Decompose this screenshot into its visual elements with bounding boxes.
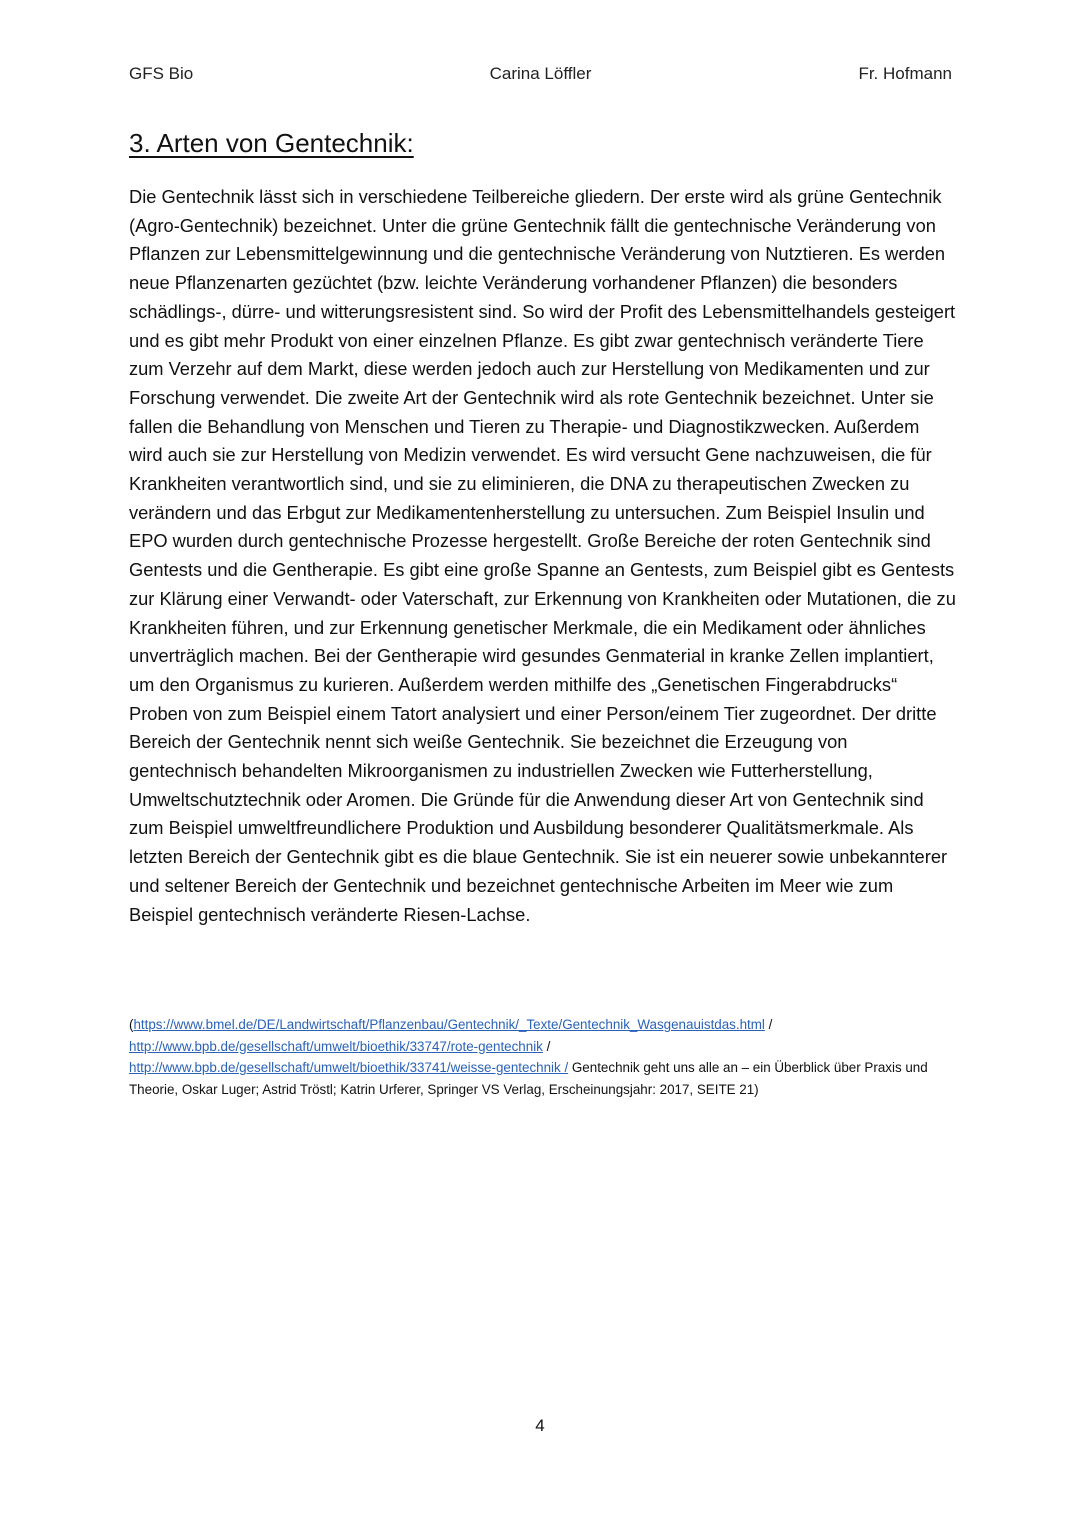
sources-list bbox=[129, 1014, 959, 1100]
header-subject: GFS Bio bbox=[129, 64, 194, 83]
page-number: 4 bbox=[535, 1416, 545, 1435]
source-link-bmel[interactable]: https://www.bmel.de/DE/Landwirtschaft/Pflanzenbau/Gentechnik/_Texte/Gentechnik_Wasgenauistdas.html bbox=[133, 1017, 765, 1032]
source-link-weisse-gentechnik[interactable]: http://www.bpb.de/gesellschaft/umwelt/bioethik/33741/weisse-gentechnik / bbox=[129, 1060, 569, 1075]
sources-open-paren: ( bbox=[129, 1017, 134, 1032]
section-title: 3. Arten von Gentechnik: bbox=[129, 128, 414, 158]
section-body: Die Gentechnik lässt sich in verschiedene Teilbereiche gliedern. Der erste wird als grüne Gentechnik (Agro-Gentechnik) bezeichnet. Unter die grüne Gentechnik fällt die gentechnische Veränderung von Pflanzen zur Lebensmittelgewinnung und die gentechnische Veränderung von Nutztieren. Es werden neue Pflanzenarten gezüchtet (bzw. leichte Veränderung vorhandener Pflanzen) die besonders schädlings-, dürre- und witterungsresistent sind. So wird der Profit des Lebensmittelhandels gesteigert und es gibt mehr Produkt von einer einzelnen Pflanze. Es gibt zwar gentechnisch veränderte Tiere zum Verzehr auf dem Markt, diese werden jedoch auch zur Herstellung von Medikamenten und zur Forschung verwendet. Die zweite Art der Gentechnik wird als rote Gentechnik bezeichnet. Unter sie fallen die Behandlung von Menschen und Tieren zu Therapie- und Diagnostikzwecken. Außerdem wird auch sie zur Herstellung von Medizin verwendet. Es wird versucht Gene nachzuweisen, die für Krankheiten verantwortlich sind, und sie zu eliminieren, die DNA zu therapeutischen Zwecken zu verändern und das Erbgut zur Medikamentenherstellung zu untersuchen. Zum Beispiel Insulin und EPO wurden durch gentechnische Prozesse hergestellt. Große Bereiche der roten Gentechnik sind Gentests und die Gentherapie. Es gibt eine große Spanne an Gentests, zum Beispiel gibt es Gentests zur Klärung einer Verwandt- oder Vaterschaft, zur Erkennung von Krankheiten oder Mutationen, die zu Krankheiten führen, und zur Erkennung genetischer Merkmale, die ein Medikament oder ähnliches unverträglich machen. Bei der Gentherapie wird gesundes Genmaterial in kranke Zellen implantiert, um den Organismus zu kurieren. Außerdem werden mithilfe des „Genetischen Fingerabdrucks“ Proben von zum Beispiel einem Tatort analysiert und einer Person/einem Tier zugeordnet. Der dritte Bereich der Gentechnik nennt sich weiße Gentechnik. Sie bezeichnet die Erzeugung von gentechnisch behandelten Mikroorganismen zu industriellen Zwecken wie Futterherstellung, Umweltschutztechnik oder Aromen. Die Gründe für die Anwendung dieser Art von Gentechnik sind zum Beispiel umweltfreundlichere Produktion und Ausbildung besonderer Qualitätsmerkmale. Als letzten Bereich der Gentechnik gibt es die blaue Gentechnik. Sie ist ein neuerer sowie unbekannterer und seltener Bereich der Gentechnik und bezeichnet gentechnische Arbeiten im Meer wie zum Beispiel gentechnisch veränderte Riesen-Lachse. bbox=[129, 186, 956, 925]
source-link-rote-gentechnik[interactable]: http://www.bpb.de/gesellschaft/umwelt/bioethik/33747/rote-gentechnik bbox=[129, 1038, 543, 1054]
source-separator: / bbox=[764, 1017, 773, 1032]
header-author: Carina Löffler bbox=[489, 64, 592, 83]
header-teacher: Fr. Hofmann bbox=[858, 64, 952, 83]
source-book-citation: Gentechnik geht uns alle an – ein Überblick über Praxis und Theorie, Oskar Luger; Astrid Tröstl; Katrin Urferer, Springer VS Verlag, Erscheinungsjahr: 2017, SEITE 21) bbox=[129, 1060, 928, 1097]
page-header bbox=[129, 64, 952, 88]
source-separator: / bbox=[542, 1038, 551, 1054]
